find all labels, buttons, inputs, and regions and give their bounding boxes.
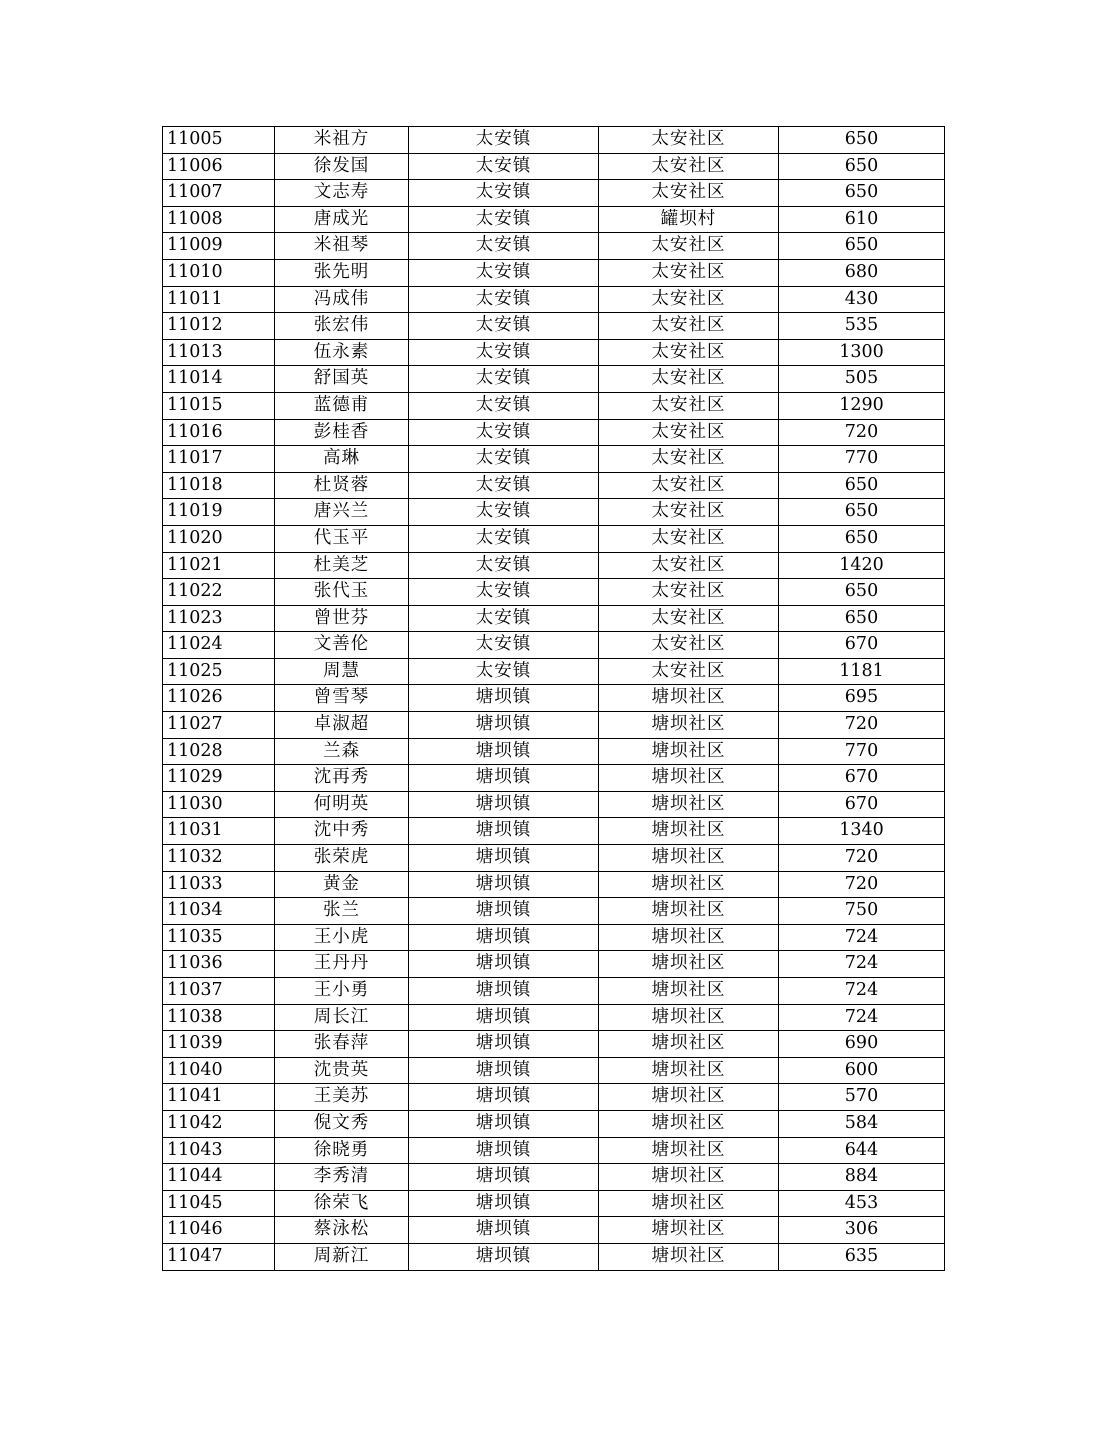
cell-amount: 584 bbox=[779, 1110, 945, 1137]
cell-community: 太安社区 bbox=[599, 313, 779, 340]
cell-town: 塘坝镇 bbox=[409, 738, 599, 765]
cell-amount: 670 bbox=[779, 632, 945, 659]
cell-community: 太安社区 bbox=[599, 366, 779, 393]
cell-town: 塘坝镇 bbox=[409, 951, 599, 978]
cell-id: 11039 bbox=[163, 1031, 275, 1058]
table-row bbox=[163, 1057, 945, 1084]
cell-community: 塘坝社区 bbox=[599, 951, 779, 978]
cell-amount: 650 bbox=[779, 605, 945, 632]
cell-id: 11013 bbox=[163, 339, 275, 366]
cell-name: 曾雪琴 bbox=[275, 685, 409, 712]
table-row bbox=[163, 898, 945, 925]
cell-amount: 695 bbox=[779, 685, 945, 712]
table-row bbox=[163, 339, 945, 366]
cell-community: 塘坝社区 bbox=[599, 1004, 779, 1031]
table-row bbox=[163, 765, 945, 792]
cell-amount: 1340 bbox=[779, 818, 945, 845]
table-row bbox=[163, 1031, 945, 1058]
cell-id: 11032 bbox=[163, 845, 275, 872]
cell-id: 11036 bbox=[163, 951, 275, 978]
table-row bbox=[163, 1190, 945, 1217]
cell-town: 太安镇 bbox=[409, 233, 599, 260]
table-row bbox=[163, 313, 945, 340]
table-row bbox=[163, 1164, 945, 1191]
cell-id: 11040 bbox=[163, 1057, 275, 1084]
cell-id: 11030 bbox=[163, 791, 275, 818]
cell-community: 塘坝社区 bbox=[599, 1137, 779, 1164]
cell-amount: 610 bbox=[779, 206, 945, 233]
cell-amount: 650 bbox=[779, 525, 945, 552]
table-row bbox=[163, 712, 945, 739]
cell-id: 11010 bbox=[163, 259, 275, 286]
cell-id: 11007 bbox=[163, 180, 275, 207]
cell-amount: 770 bbox=[779, 738, 945, 765]
cell-id: 11022 bbox=[163, 579, 275, 606]
cell-id: 11025 bbox=[163, 658, 275, 685]
cell-amount: 650 bbox=[779, 180, 945, 207]
cell-name: 徐荣飞 bbox=[275, 1190, 409, 1217]
cell-amount: 720 bbox=[779, 845, 945, 872]
table-row bbox=[163, 1217, 945, 1244]
table-row bbox=[163, 1110, 945, 1137]
cell-amount: 670 bbox=[779, 791, 945, 818]
table-row bbox=[163, 871, 945, 898]
table-row bbox=[163, 845, 945, 872]
cell-amount: 1300 bbox=[779, 339, 945, 366]
cell-name: 张兰 bbox=[275, 898, 409, 925]
cell-town: 塘坝镇 bbox=[409, 1243, 599, 1270]
cell-name: 高琳 bbox=[275, 446, 409, 473]
cell-community: 塘坝社区 bbox=[599, 1031, 779, 1058]
cell-town: 塘坝镇 bbox=[409, 924, 599, 951]
cell-community: 塘坝社区 bbox=[599, 791, 779, 818]
cell-town: 塘坝镇 bbox=[409, 818, 599, 845]
table-row bbox=[163, 206, 945, 233]
cell-name: 沈贵英 bbox=[275, 1057, 409, 1084]
cell-community: 太安社区 bbox=[599, 525, 779, 552]
cell-id: 11014 bbox=[163, 366, 275, 393]
cell-town: 太安镇 bbox=[409, 286, 599, 313]
cell-id: 11047 bbox=[163, 1243, 275, 1270]
table-container bbox=[162, 126, 944, 1271]
cell-amount: 650 bbox=[779, 153, 945, 180]
cell-id: 11034 bbox=[163, 898, 275, 925]
cell-amount: 570 bbox=[779, 1084, 945, 1111]
cell-community: 太安社区 bbox=[599, 552, 779, 579]
cell-town: 塘坝镇 bbox=[409, 1004, 599, 1031]
cell-id: 11043 bbox=[163, 1137, 275, 1164]
cell-name: 米祖方 bbox=[275, 127, 409, 154]
cell-community: 太安社区 bbox=[599, 632, 779, 659]
table-row bbox=[163, 579, 945, 606]
subsidy-table bbox=[162, 126, 945, 1271]
cell-community: 塘坝社区 bbox=[599, 1243, 779, 1270]
cell-community: 塘坝社区 bbox=[599, 845, 779, 872]
cell-community: 塘坝社区 bbox=[599, 1190, 779, 1217]
cell-town: 塘坝镇 bbox=[409, 845, 599, 872]
cell-amount: 430 bbox=[779, 286, 945, 313]
cell-community: 塘坝社区 bbox=[599, 898, 779, 925]
cell-amount: 1290 bbox=[779, 392, 945, 419]
table-row bbox=[163, 1004, 945, 1031]
cell-name: 徐发国 bbox=[275, 153, 409, 180]
cell-name: 舒国英 bbox=[275, 366, 409, 393]
cell-name: 王小虎 bbox=[275, 924, 409, 951]
cell-town: 太安镇 bbox=[409, 658, 599, 685]
cell-name: 李秀清 bbox=[275, 1164, 409, 1191]
cell-id: 11026 bbox=[163, 685, 275, 712]
cell-community: 太安社区 bbox=[599, 339, 779, 366]
table-row bbox=[163, 446, 945, 473]
cell-amount: 1181 bbox=[779, 658, 945, 685]
table-row bbox=[163, 525, 945, 552]
cell-id: 11046 bbox=[163, 1217, 275, 1244]
cell-community: 太安社区 bbox=[599, 180, 779, 207]
cell-community: 太安社区 bbox=[599, 392, 779, 419]
cell-town: 太安镇 bbox=[409, 366, 599, 393]
cell-community: 太安社区 bbox=[599, 579, 779, 606]
cell-amount: 724 bbox=[779, 978, 945, 1005]
cell-name: 杜贤蓉 bbox=[275, 472, 409, 499]
cell-id: 11017 bbox=[163, 446, 275, 473]
cell-amount: 644 bbox=[779, 1137, 945, 1164]
cell-community: 塘坝社区 bbox=[599, 1084, 779, 1111]
cell-town: 太安镇 bbox=[409, 392, 599, 419]
cell-amount: 720 bbox=[779, 712, 945, 739]
table-row bbox=[163, 978, 945, 1005]
cell-amount: 720 bbox=[779, 419, 945, 446]
cell-amount: 650 bbox=[779, 579, 945, 606]
cell-id: 11042 bbox=[163, 1110, 275, 1137]
cell-town: 塘坝镇 bbox=[409, 1137, 599, 1164]
cell-id: 11021 bbox=[163, 552, 275, 579]
cell-id: 11012 bbox=[163, 313, 275, 340]
cell-town: 塘坝镇 bbox=[409, 978, 599, 1005]
cell-amount: 724 bbox=[779, 1004, 945, 1031]
cell-town: 塘坝镇 bbox=[409, 1057, 599, 1084]
cell-name: 沈再秀 bbox=[275, 765, 409, 792]
cell-name: 周慧 bbox=[275, 658, 409, 685]
table-row bbox=[163, 818, 945, 845]
cell-name: 文志寿 bbox=[275, 180, 409, 207]
cell-community: 太安社区 bbox=[599, 286, 779, 313]
table-row bbox=[163, 951, 945, 978]
table-row bbox=[163, 153, 945, 180]
cell-amount: 720 bbox=[779, 871, 945, 898]
cell-town: 塘坝镇 bbox=[409, 1031, 599, 1058]
cell-town: 塘坝镇 bbox=[409, 712, 599, 739]
cell-name: 周长江 bbox=[275, 1004, 409, 1031]
cell-amount: 306 bbox=[779, 1217, 945, 1244]
cell-amount: 650 bbox=[779, 127, 945, 154]
cell-amount: 670 bbox=[779, 765, 945, 792]
cell-id: 11035 bbox=[163, 924, 275, 951]
table-row bbox=[163, 127, 945, 154]
cell-town: 太安镇 bbox=[409, 180, 599, 207]
cell-community: 太安社区 bbox=[599, 499, 779, 526]
cell-town: 太安镇 bbox=[409, 339, 599, 366]
cell-name: 沈中秀 bbox=[275, 818, 409, 845]
cell-id: 11031 bbox=[163, 818, 275, 845]
cell-name: 张荣虎 bbox=[275, 845, 409, 872]
table-row bbox=[163, 419, 945, 446]
cell-community: 塘坝社区 bbox=[599, 1164, 779, 1191]
cell-name: 王小勇 bbox=[275, 978, 409, 1005]
cell-town: 太安镇 bbox=[409, 499, 599, 526]
cell-name: 唐兴兰 bbox=[275, 499, 409, 526]
table-row bbox=[163, 1243, 945, 1270]
cell-name: 黄金 bbox=[275, 871, 409, 898]
cell-community: 塘坝社区 bbox=[599, 818, 779, 845]
cell-amount: 770 bbox=[779, 446, 945, 473]
cell-id: 11024 bbox=[163, 632, 275, 659]
cell-name: 张代玉 bbox=[275, 579, 409, 606]
cell-amount: 650 bbox=[779, 472, 945, 499]
cell-amount: 600 bbox=[779, 1057, 945, 1084]
cell-name: 冯成伟 bbox=[275, 286, 409, 313]
cell-amount: 635 bbox=[779, 1243, 945, 1270]
cell-name: 文善伦 bbox=[275, 632, 409, 659]
cell-town: 太安镇 bbox=[409, 153, 599, 180]
cell-id: 11023 bbox=[163, 605, 275, 632]
cell-name: 何明英 bbox=[275, 791, 409, 818]
cell-id: 11044 bbox=[163, 1164, 275, 1191]
cell-id: 11033 bbox=[163, 871, 275, 898]
cell-community: 塘坝社区 bbox=[599, 924, 779, 951]
table-row bbox=[163, 605, 945, 632]
table-row bbox=[163, 286, 945, 313]
table-row bbox=[163, 1137, 945, 1164]
table-row bbox=[163, 658, 945, 685]
cell-id: 11027 bbox=[163, 712, 275, 739]
cell-id: 11029 bbox=[163, 765, 275, 792]
cell-community: 塘坝社区 bbox=[599, 871, 779, 898]
cell-town: 太安镇 bbox=[409, 605, 599, 632]
cell-id: 11038 bbox=[163, 1004, 275, 1031]
table-row bbox=[163, 392, 945, 419]
cell-id: 11037 bbox=[163, 978, 275, 1005]
table-row bbox=[163, 924, 945, 951]
cell-town: 塘坝镇 bbox=[409, 765, 599, 792]
cell-name: 米祖琴 bbox=[275, 233, 409, 260]
cell-town: 塘坝镇 bbox=[409, 1164, 599, 1191]
cell-id: 11018 bbox=[163, 472, 275, 499]
cell-name: 伍永素 bbox=[275, 339, 409, 366]
cell-name: 代玉平 bbox=[275, 525, 409, 552]
cell-community: 太安社区 bbox=[599, 446, 779, 473]
cell-town: 塘坝镇 bbox=[409, 791, 599, 818]
table-row bbox=[163, 552, 945, 579]
cell-name: 张春萍 bbox=[275, 1031, 409, 1058]
cell-town: 太安镇 bbox=[409, 579, 599, 606]
cell-id: 11015 bbox=[163, 392, 275, 419]
cell-town: 太安镇 bbox=[409, 206, 599, 233]
cell-community: 塘坝社区 bbox=[599, 978, 779, 1005]
table-row bbox=[163, 685, 945, 712]
cell-name: 王丹丹 bbox=[275, 951, 409, 978]
table-row bbox=[163, 632, 945, 659]
cell-community: 塘坝社区 bbox=[599, 1057, 779, 1084]
cell-name: 张先明 bbox=[275, 259, 409, 286]
table-row bbox=[163, 499, 945, 526]
cell-community: 太安社区 bbox=[599, 605, 779, 632]
cell-id: 11028 bbox=[163, 738, 275, 765]
cell-id: 11019 bbox=[163, 499, 275, 526]
cell-name: 张宏伟 bbox=[275, 313, 409, 340]
table-row bbox=[163, 233, 945, 260]
table-row bbox=[163, 1084, 945, 1111]
cell-amount: 724 bbox=[779, 951, 945, 978]
cell-id: 11011 bbox=[163, 286, 275, 313]
table-row bbox=[163, 738, 945, 765]
cell-community: 太安社区 bbox=[599, 658, 779, 685]
cell-name: 蓝德甫 bbox=[275, 392, 409, 419]
cell-community: 太安社区 bbox=[599, 233, 779, 260]
cell-amount: 690 bbox=[779, 1031, 945, 1058]
cell-town: 太安镇 bbox=[409, 472, 599, 499]
table-row bbox=[163, 366, 945, 393]
cell-community: 太安社区 bbox=[599, 472, 779, 499]
cell-amount: 535 bbox=[779, 313, 945, 340]
cell-id: 11008 bbox=[163, 206, 275, 233]
cell-town: 太安镇 bbox=[409, 313, 599, 340]
cell-name: 唐成光 bbox=[275, 206, 409, 233]
cell-community: 塘坝社区 bbox=[599, 765, 779, 792]
cell-community: 太安社区 bbox=[599, 153, 779, 180]
cell-amount: 680 bbox=[779, 259, 945, 286]
cell-name: 彭桂香 bbox=[275, 419, 409, 446]
cell-id: 11009 bbox=[163, 233, 275, 260]
cell-town: 塘坝镇 bbox=[409, 898, 599, 925]
table-row bbox=[163, 791, 945, 818]
cell-town: 太安镇 bbox=[409, 552, 599, 579]
cell-town: 太安镇 bbox=[409, 419, 599, 446]
cell-amount: 750 bbox=[779, 898, 945, 925]
cell-name: 倪文秀 bbox=[275, 1110, 409, 1137]
cell-name: 杜美芝 bbox=[275, 552, 409, 579]
cell-town: 塘坝镇 bbox=[409, 1110, 599, 1137]
cell-community: 塘坝社区 bbox=[599, 712, 779, 739]
cell-id: 11041 bbox=[163, 1084, 275, 1111]
cell-community: 太安社区 bbox=[599, 127, 779, 154]
cell-name: 徐晓勇 bbox=[275, 1137, 409, 1164]
cell-community: 太安社区 bbox=[599, 259, 779, 286]
cell-community: 塘坝社区 bbox=[599, 1217, 779, 1244]
cell-id: 11006 bbox=[163, 153, 275, 180]
cell-amount: 650 bbox=[779, 499, 945, 526]
cell-town: 太安镇 bbox=[409, 446, 599, 473]
cell-amount: 724 bbox=[779, 924, 945, 951]
cell-amount: 884 bbox=[779, 1164, 945, 1191]
table-row bbox=[163, 472, 945, 499]
cell-name: 蔡泳松 bbox=[275, 1217, 409, 1244]
cell-community: 太安社区 bbox=[599, 419, 779, 446]
cell-community: 塘坝社区 bbox=[599, 738, 779, 765]
cell-community: 罐坝村 bbox=[599, 206, 779, 233]
cell-amount: 453 bbox=[779, 1190, 945, 1217]
cell-town: 太安镇 bbox=[409, 525, 599, 552]
cell-town: 塘坝镇 bbox=[409, 1190, 599, 1217]
cell-name: 王美苏 bbox=[275, 1084, 409, 1111]
cell-town: 塘坝镇 bbox=[409, 1217, 599, 1244]
table-row bbox=[163, 180, 945, 207]
cell-id: 11005 bbox=[163, 127, 275, 154]
cell-id: 11045 bbox=[163, 1190, 275, 1217]
cell-amount: 505 bbox=[779, 366, 945, 393]
cell-name: 曾世芬 bbox=[275, 605, 409, 632]
cell-name: 周新江 bbox=[275, 1243, 409, 1270]
cell-community: 塘坝社区 bbox=[599, 1110, 779, 1137]
cell-town: 太安镇 bbox=[409, 632, 599, 659]
cell-town: 塘坝镇 bbox=[409, 871, 599, 898]
cell-amount: 1420 bbox=[779, 552, 945, 579]
cell-amount: 650 bbox=[779, 233, 945, 260]
cell-id: 11020 bbox=[163, 525, 275, 552]
cell-name: 兰森 bbox=[275, 738, 409, 765]
cell-id: 11016 bbox=[163, 419, 275, 446]
cell-community: 塘坝社区 bbox=[599, 685, 779, 712]
cell-town: 太安镇 bbox=[409, 259, 599, 286]
cell-town: 太安镇 bbox=[409, 127, 599, 154]
cell-name: 卓淑超 bbox=[275, 712, 409, 739]
cell-town: 塘坝镇 bbox=[409, 1084, 599, 1111]
cell-town: 塘坝镇 bbox=[409, 685, 599, 712]
table-body bbox=[163, 127, 945, 1271]
table-row bbox=[163, 259, 945, 286]
